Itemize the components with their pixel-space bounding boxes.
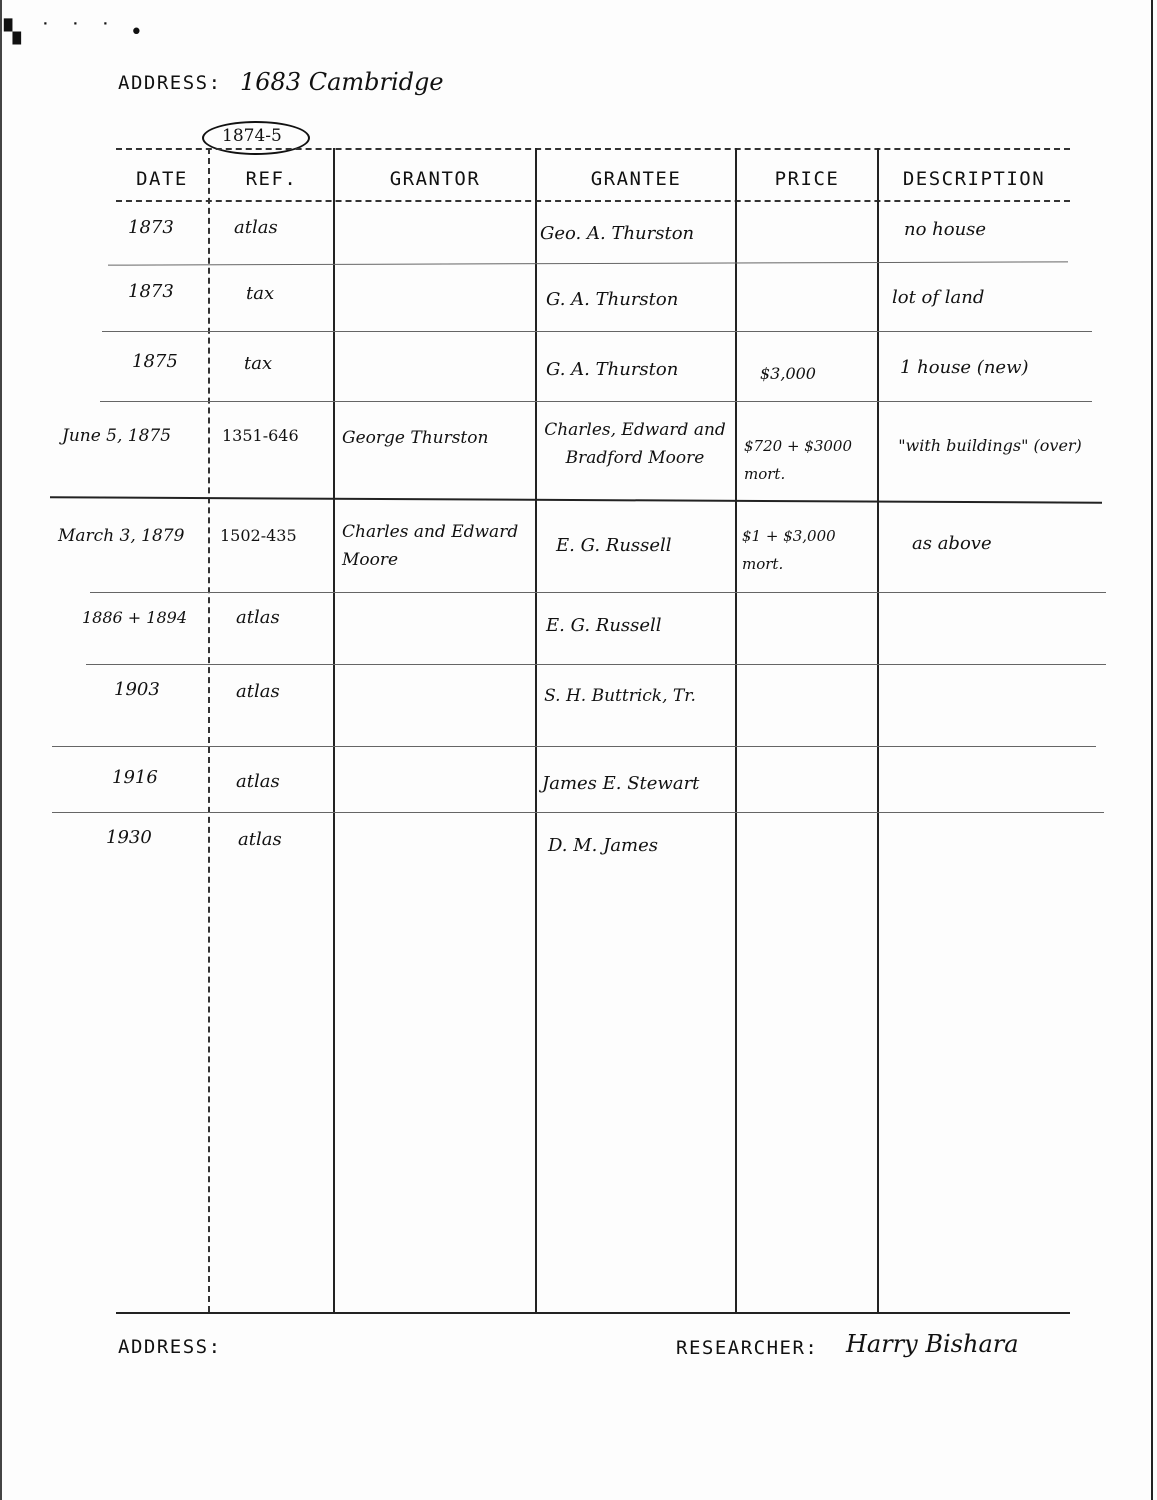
scan-specks: ▚ ˙ ˙ ˙ •	[4, 20, 149, 45]
scan-edge-right	[1151, 0, 1153, 1500]
scan-edge-left	[0, 0, 2, 1500]
row-rule-6	[86, 664, 1106, 665]
row8-grantee: James E. Stewart	[542, 773, 700, 794]
row2-date: 1873	[128, 281, 174, 302]
row7-ref: atlas	[236, 681, 280, 702]
row5-ref: 1502-435	[220, 526, 297, 545]
row1-grantee: Geo. A. Thurston	[540, 223, 695, 244]
row3-description: 1 house (new)	[900, 357, 1029, 378]
row5-grantee: E. G. Russell	[556, 535, 672, 556]
row2-grantee: G. A. Thurston	[546, 289, 679, 310]
row4-price: $720 + $3000 mort.	[744, 437, 852, 483]
row-rule-8	[52, 812, 1104, 813]
row1-date: 1873	[128, 217, 174, 238]
row6-grantee: E. G. Russell	[546, 615, 662, 636]
row3-grantee: G. A. Thurston	[546, 359, 679, 380]
footer-address-label: ADDRESS:	[118, 1336, 222, 1358]
col-divider-5	[877, 148, 879, 1312]
col-header-date: DATE	[136, 168, 188, 190]
row-rule-2	[102, 331, 1092, 332]
row-rule-1	[108, 261, 1068, 265]
row7-date: 1903	[114, 679, 160, 700]
row5-price: $1 + $3,000 mort.	[742, 527, 836, 573]
row8-ref: atlas	[236, 771, 280, 792]
row2-description: lot of land	[892, 287, 985, 308]
row6-date: 1886 + 1894	[82, 608, 188, 627]
researcher-value: Harry Bishara	[846, 1330, 1019, 1358]
col-header-grantee: GRANTEE	[590, 168, 682, 190]
col-header-grantor: GRANTOR	[389, 168, 481, 190]
col-divider-2	[333, 148, 335, 1312]
header-bottom-rule	[116, 200, 1070, 202]
address-value: 1683 Cambridge	[240, 68, 444, 96]
row-rule-3	[100, 401, 1092, 402]
row3-ref: tax	[244, 353, 273, 374]
row6-ref: atlas	[236, 607, 280, 628]
row-rule-7	[52, 746, 1096, 747]
col-header-price: PRICE	[774, 168, 840, 190]
row5-date: March 3, 1879	[58, 526, 185, 546]
col-divider-3	[535, 148, 537, 1312]
row4-grantee: Charles, Edward and Bradford Moore	[544, 420, 726, 468]
row4-description: "with buildings" (over)	[898, 436, 1082, 455]
row4-date: June 5, 1875	[62, 426, 172, 446]
col-header-ref: REF.	[245, 168, 298, 190]
table-bottom-rule	[116, 1312, 1070, 1314]
row4-grantor: George Thurston	[342, 428, 489, 448]
researcher-label: RESEARCHER:	[676, 1337, 819, 1359]
row9-ref: atlas	[238, 829, 282, 850]
col-divider-4	[735, 148, 737, 1312]
row7-grantee: S. H. Buttrick, Tr.	[544, 686, 696, 706]
row9-grantee: D. M. James	[548, 835, 659, 856]
table-top-rule	[116, 148, 1070, 150]
row9-date: 1930	[106, 827, 152, 848]
row2-ref: tax	[246, 283, 275, 304]
row-rule-5	[90, 592, 1106, 593]
address-label: ADDRESS:	[118, 72, 222, 94]
row3-date: 1875	[132, 351, 178, 372]
row1-description: no house	[904, 219, 987, 240]
row8-date: 1916	[112, 767, 158, 788]
row3-price: $3,000	[760, 364, 816, 383]
row5-description: as above	[912, 533, 992, 554]
row5-grantor: Charles and Edward Moore	[342, 522, 519, 570]
row1-ref: atlas	[234, 217, 278, 238]
col-header-description: DESCRIPTION	[902, 168, 1046, 190]
ref-note: 1874-5	[222, 126, 282, 146]
row4-ref: 1351-646	[222, 426, 299, 445]
col-divider-1	[208, 148, 210, 1312]
